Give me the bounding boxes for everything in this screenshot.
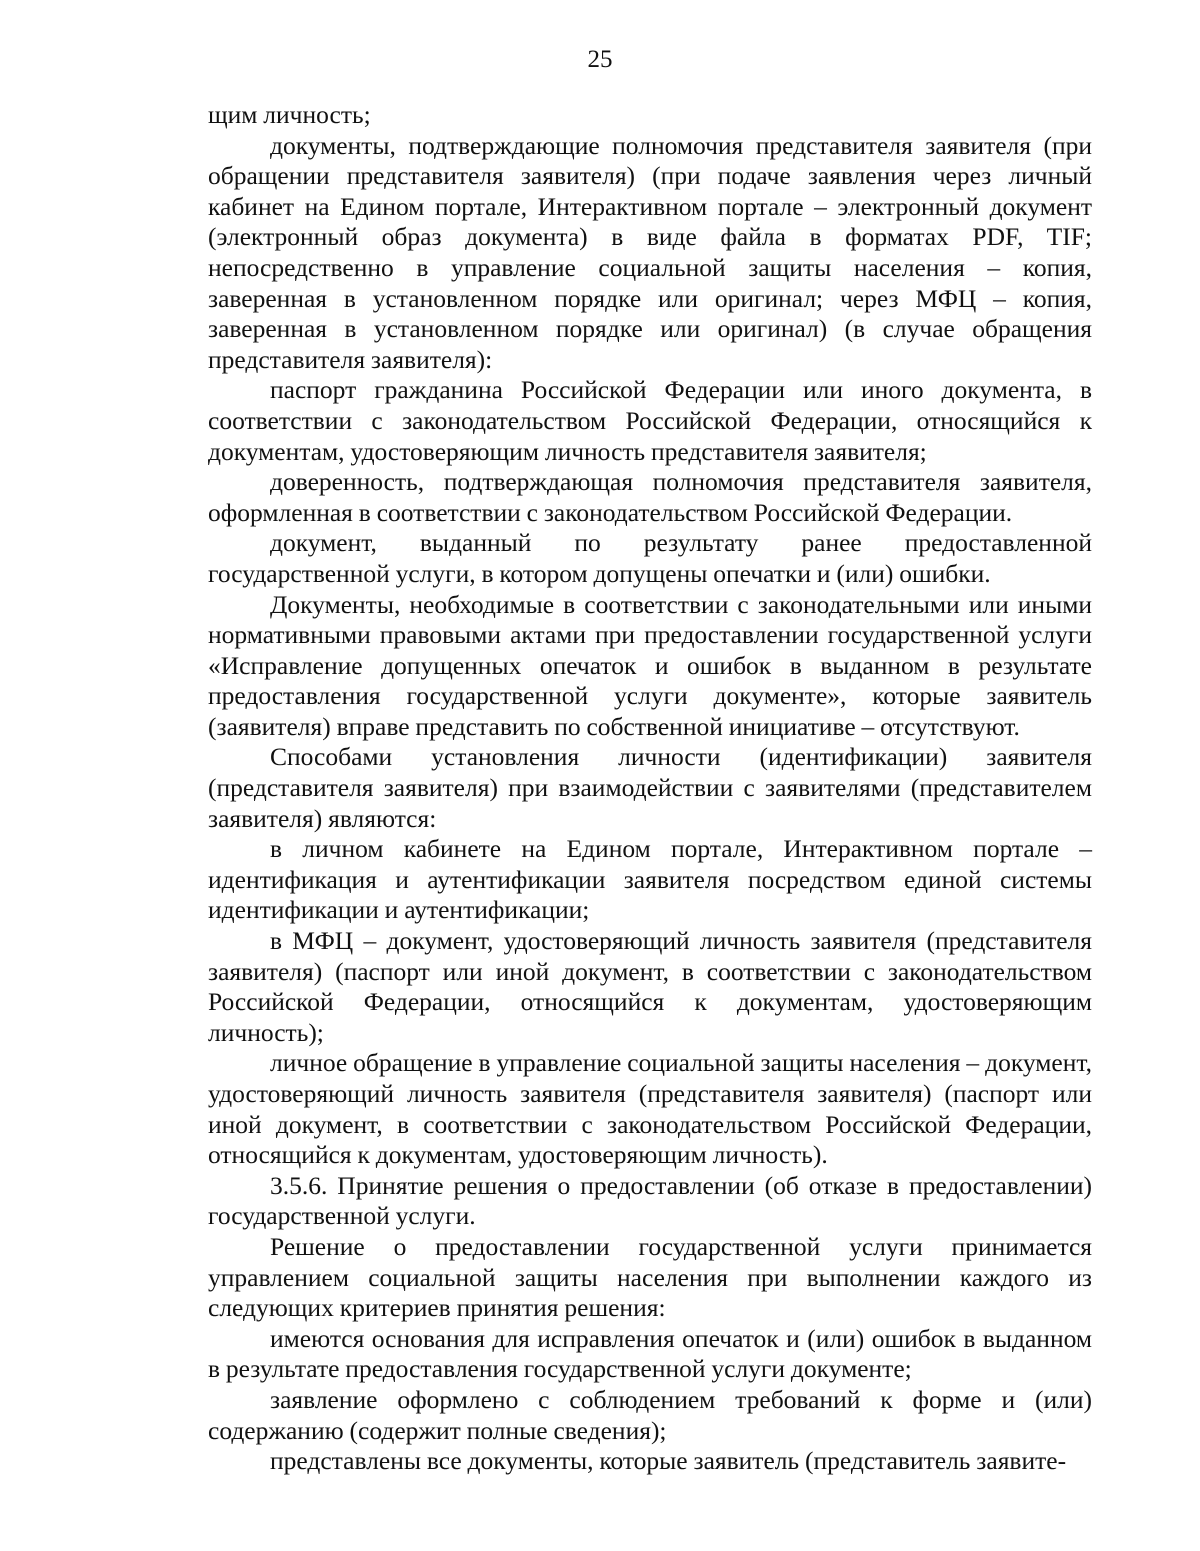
- paragraph: Документы, необходимые в соответствии с законодательными или иными нормативными правовыми актами при предоставлении государственной услуги «Исправление допущенных опечаток и ошибок в выданном в результате предоставления государственной услуги документе», которые заявитель (заявителя) вправе представить по собственной инициативе – отсутствуют.: [208, 589, 1092, 741]
- paragraph: представлены все документы, которые заявитель (представитель заявите-: [270, 1446, 1067, 1476]
- page-number: 25: [587, 46, 613, 73]
- paragraph: имеются основания для исправления опечаток и (или) ошибок в выданном в результате предоставления государственной услуги документе;: [208, 1323, 1092, 1384]
- paragraph: щим личность;: [208, 100, 371, 129]
- paragraph: документы, подтверждающие полномочия представителя заявителя (при обращении представителя заявителя) (при подаче заявления через личный кабинет на Едином портале, Интерактивном портале – электронный документ (электронный образ документа) в виде файла в форматах PDF, TIF; непосредственно в управление социальной защиты населения – копия, заверенная в установленном порядке или оригинал; через МФЦ – копия, заверенная в установленном порядке или оригинал) (в случае обращения представителя заявителя):: [208, 130, 1092, 374]
- paragraph: паспорт гражданина Российской Федерации или иного документа, в соответствии с законодательством Российской Федерации, относящийся к документам, удостоверяющим личность представителя заявителя;: [208, 375, 1092, 466]
- paragraph: Решение о предоставлении государственной услуги принимается управлением социальной защиты населения при выполнении каждого из следующих критериев принятия решения:: [208, 1231, 1092, 1323]
- paragraph: в личном кабинете на Едином портале, Интерактивном портале – идентификация и аутентификации заявителя посредством единой системы идентификации и аутентификации;: [208, 834, 1092, 925]
- paragraph: личное обращение в управление социальной защиты населения – документ, удостоверяющий личность заявителя (представителя заявителя) (паспорт или иной документ, в соответствии с законодательством Российской Федерации, относящийся к документам, удостоверяющим личность).: [208, 1048, 1092, 1170]
- paragraph: заявление оформлено с соблюдением требований к форме и (или) содержанию (содержит полные сведения);: [208, 1384, 1092, 1445]
- paragraph: доверенность, подтверждающая полномочия представителя заявителя, оформленная в соответствии с законодательством Российской Федерации.: [208, 467, 1092, 527]
- paragraph: документ, выданный по результату ранее предоставленной государственной услуги, в котором допущены опечатки и (или) ошибки.: [208, 528, 1092, 588]
- paragraph: в МФЦ – документ, удостоверяющий личность заявителя (представителя заявителя) (паспорт или иной документ, в соответствии с законодательством Российской Федерации, относящийся к документам, удостоверяющим личность);: [208, 926, 1092, 1047]
- paragraph: Способами установления личности (идентификации) заявителя (представителя заявителя) при взаимодействии с заявителями (представителем заявителя) являются:: [208, 742, 1092, 833]
- paragraph: 3.5.6. Принятие решения о предоставлении (об отказе в предоставлении) государственной услуги.: [208, 1170, 1092, 1231]
- document-body: [208, 100, 1092, 1477]
